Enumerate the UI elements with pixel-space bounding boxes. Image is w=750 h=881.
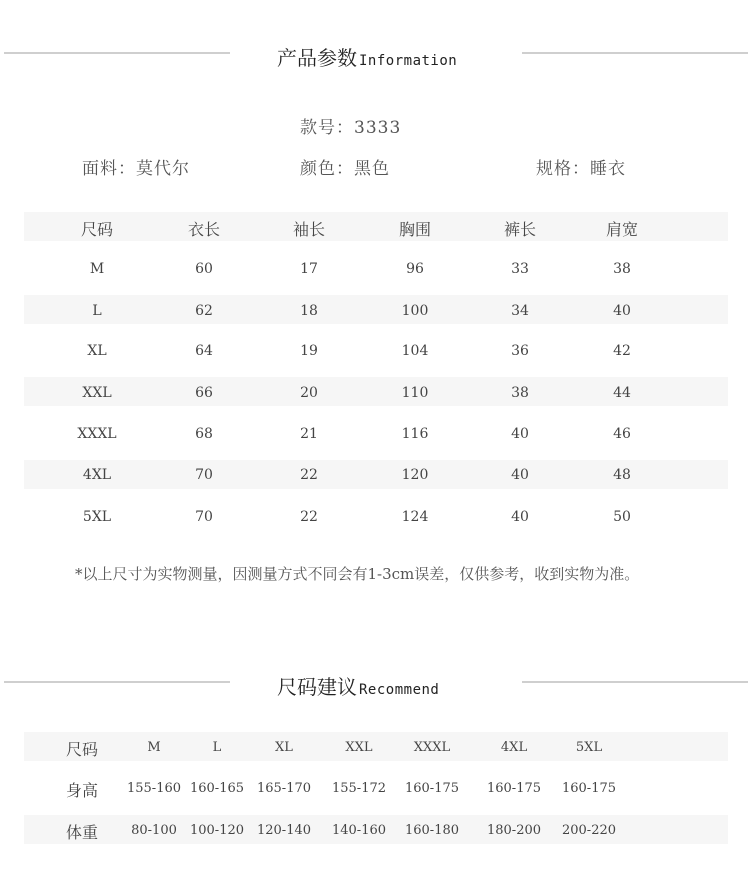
spec-info: 规格：睡衣 <box>536 159 626 179</box>
table-cell: 20 <box>300 385 318 401</box>
table-cell: 110 <box>401 385 429 401</box>
table-size-cell: M <box>89 261 105 277</box>
table-cell: 60 <box>195 261 213 277</box>
rec-height-cell: 165-170 <box>256 781 312 796</box>
rec-weight-cell: 160-180 <box>404 823 460 838</box>
rec-size-label: 尺码 <box>66 740 99 759</box>
rec-weight-cell: 180-200 <box>486 823 542 838</box>
table-header-cell: 裤长 <box>503 220 537 239</box>
table-cell: 44 <box>613 385 631 401</box>
table-header-cell: 尺码 <box>80 220 114 239</box>
table-cell: 68 <box>195 426 213 442</box>
rec-size-cell: L <box>212 740 222 755</box>
section-title-en: Information <box>359 53 458 69</box>
table-header-cell: 胸围 <box>398 220 432 239</box>
table-cell: 62 <box>195 303 213 319</box>
table-cell: 120 <box>401 467 429 483</box>
table-cell: 40 <box>511 467 529 483</box>
divider-left <box>4 681 230 683</box>
rec-size-cell: XL <box>275 740 293 755</box>
divider-right <box>522 681 748 683</box>
table-cell: 38 <box>613 261 631 277</box>
rec-weight-label: 体重 <box>66 823 99 842</box>
rec-header-band <box>24 732 728 761</box>
table-cell: 18 <box>300 303 318 319</box>
table-header-cell: 肩宽 <box>605 220 639 239</box>
table-cell: 42 <box>613 343 631 359</box>
table-cell: 104 <box>401 343 429 359</box>
table-header-cell: 衣长 <box>187 220 221 239</box>
divider-left <box>4 52 230 54</box>
table-size-cell: XXXL <box>77 426 117 442</box>
table-cell: 66 <box>195 385 213 401</box>
table-cell: 50 <box>613 509 631 525</box>
rec-weight-cell: 140-160 <box>331 823 387 838</box>
table-cell: 40 <box>511 509 529 525</box>
rec-size-cell: M <box>147 740 161 755</box>
rec-weight-cell: 80-100 <box>131 823 177 838</box>
table-cell: 124 <box>401 509 429 525</box>
section-title-information <box>277 42 457 71</box>
table-size-cell: 4XL <box>82 467 112 483</box>
table-cell: 70 <box>195 509 213 525</box>
table-cell: 34 <box>511 303 529 319</box>
section-title-recommend <box>277 671 439 700</box>
rec-height-cell: 160-165 <box>189 781 245 796</box>
measurement-note: *以上尺寸为实物测量，因测量方式不同会有1-3cm误差，仅供参考，收到实物为准。 <box>75 565 640 583</box>
table-cell: 17 <box>300 261 318 277</box>
table-cell: 22 <box>300 467 318 483</box>
style-number: 款号：3333 <box>300 118 402 138</box>
table-header-cell: 袖长 <box>292 220 326 239</box>
rec-height-cell: 155-160 <box>126 781 182 796</box>
section-title-cn: 产品参数 <box>277 46 357 70</box>
rec-size-cell: XXXL <box>413 740 451 755</box>
table-cell: 40 <box>613 303 631 319</box>
rec-height-cell: 160-175 <box>404 781 460 796</box>
table-cell: 46 <box>613 426 631 442</box>
divider-right <box>522 52 748 54</box>
table-cell: 21 <box>300 426 318 442</box>
rec-height-label: 身高 <box>66 781 99 800</box>
table-cell: 96 <box>406 261 424 277</box>
rec-weight-cell: 100-120 <box>189 823 245 838</box>
rec-height-cell: 160-175 <box>561 781 617 796</box>
rec-weight-cell: 200-220 <box>561 823 617 838</box>
rec-height-cell: 155-172 <box>331 781 387 796</box>
table-cell: 48 <box>613 467 631 483</box>
table-cell: 100 <box>401 303 429 319</box>
table-cell: 36 <box>511 343 529 359</box>
color-info: 颜色：黑色 <box>300 159 390 179</box>
table-cell: 22 <box>300 509 318 525</box>
rec-weight-cell: 120-140 <box>256 823 312 838</box>
table-size-cell: XL <box>87 343 107 359</box>
table-size-cell: L <box>92 303 102 319</box>
table-size-cell: 5XL <box>82 509 112 525</box>
rec-height-cell: 160-175 <box>486 781 542 796</box>
table-cell: 19 <box>300 343 318 359</box>
table-cell: 70 <box>195 467 213 483</box>
fabric-info: 面料：莫代尔 <box>82 159 190 179</box>
table-size-cell: XXL <box>82 385 112 401</box>
table-cell: 116 <box>401 426 429 442</box>
table-cell: 40 <box>511 426 529 442</box>
section-title-en: Recommend <box>359 682 440 698</box>
rec-size-cell: 5XL <box>575 740 603 755</box>
rec-size-cell: 4XL <box>500 740 528 755</box>
rec-size-cell: XXL <box>345 740 373 755</box>
section-title-cn: 尺码建议 <box>277 675 357 699</box>
table-cell: 64 <box>195 343 213 359</box>
table-cell: 38 <box>511 385 529 401</box>
table-cell: 33 <box>511 261 529 277</box>
